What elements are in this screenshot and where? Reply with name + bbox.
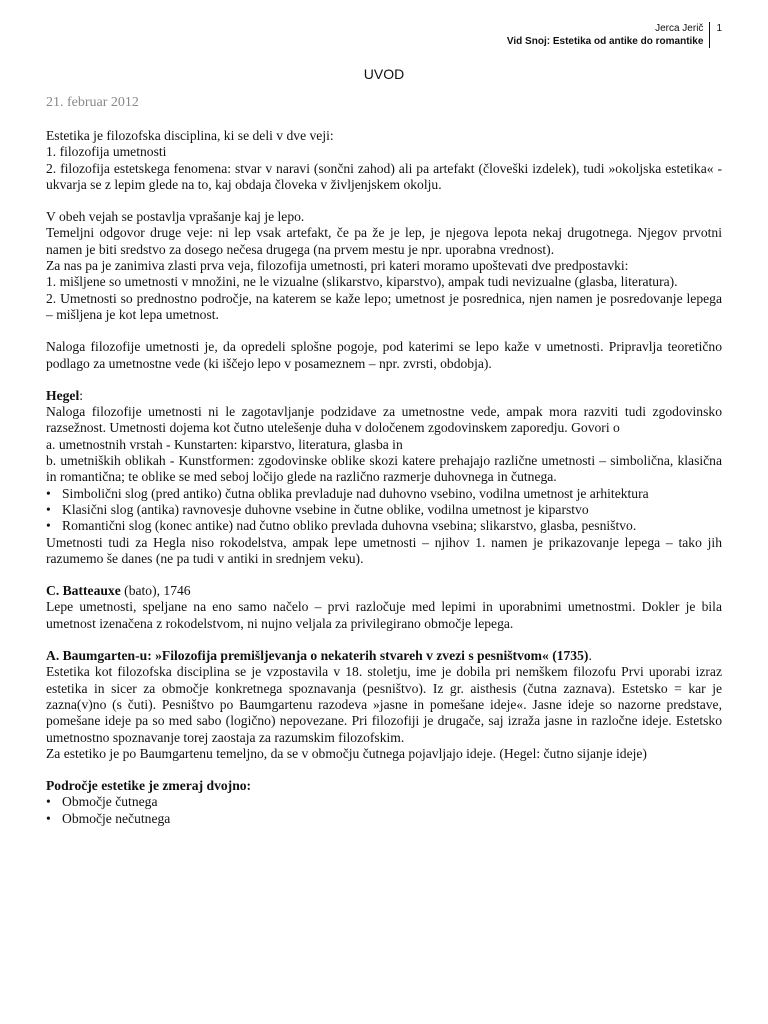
list-item: b. umetniških oblikah - Kunstformen: zgodovinske oblike skozi katere prehajajo različne umetnosti – simbolična, klasična in romantična; te oblike se med seboj ločijo glede na različno razmerje duhovnega in čutnega.: [46, 453, 722, 485]
paragraph: V obeh vejah se postavlja vprašanje kaj je lepo.: [46, 209, 305, 225]
paragraph: Temeljni odgovor druge veje: ni lep vsak artefakt, če pa že je lep, je njegova lepota nekaj drugotnega. Njegov prvotni namen je biti sredstvo za dosego nečesa drugega (na prvem mestu je npr. uporabna vrednost).: [46, 225, 722, 257]
baumgarten-title: A. Baumgarten-u: »Filozofija premišljevanja o nekaterih stvareh v zvezi s pesništvom« (1735): [46, 648, 589, 664]
document-body: [46, 128, 722, 827]
list-item: 1. mišljene so umetnosti v množini, ne le vizualne (slikarstvo, kiparstvo), ampak tudi nevizualne (glasba, literatura).: [46, 274, 678, 290]
field-heading: Področje estetike je zmeraj dvojno:: [46, 778, 252, 794]
header-book-title: Vid Snoj: Estetika od antike do romantike: [506, 36, 704, 47]
baumgarten-dot: .: [588, 648, 592, 664]
list-item: 2. Umetnosti so prednostno področje, na katerem se kaže lepo; umetnost je posrednica, njen namen je posredovanje lepega – mišljena je kot lepa umetnost.: [46, 290, 722, 322]
paragraph: Naloga filozofije umetnosti ni le zagotavljanje podzidave za umetnostne vede, ampak mora razviti tudi zgodovinsko razsežnost. Umetnosti dojema kot čutno utelešenje duha v določenem zgodovinskem zaporedju. Govori o: [46, 404, 722, 436]
bullet-item: • Območje čutnega: [46, 794, 722, 810]
hegel-name: Hegel: [46, 387, 80, 403]
list-item: a. umetnostnih vrstah - Kunstarten: kiparstvo, literatura, glasba in: [46, 436, 403, 452]
hegel-colon: :: [79, 387, 83, 403]
list-item: 2. filozofija estetskega fenomena: stvar v naravi (sončni zahod) ali pa artefakt (človeški izdelek), tudi »okoljska estetika« - ukvarja se z lepim glede na to, kaj obdaja človeka v življenjskem okolju.: [46, 160, 722, 192]
paragraph: Naloga filozofije umetnosti je, da opredeli splošne pogoje, pod katerimi se lepo kaže v umetnosti. Pripravlja teoretično podlago za umetnostne vede (ki iščejo lepo v posameznem – npr. zvrsti, obdobja).: [46, 339, 722, 371]
bullet-item: • Simbolični slog (pred antiko) čutna oblika prevladuje nad duhovno vsebino, vodilna umetnost je arhitektura: [46, 486, 722, 502]
paragraph: Za nas pa je zanimiva zlasti prva veja, filozofija umetnosti, pri kateri moramo upoštevati dve predpostavki:: [46, 258, 629, 274]
header-text: [507, 22, 710, 48]
date: 21. februar 2012: [46, 95, 139, 110]
paragraph: Lepe umetnosti, speljane na eno samo načelo – prvi razločuje med lepimi in uporabnimi umetnostmi. Dokler je bila umetnost izenačena z rokodelstvom, ni nujno veljala za privilegirano območje lepega.: [46, 599, 722, 631]
header-author: Jerca Jerič: [655, 23, 704, 34]
bullet-item: • Romantični slog (konec antike) nad čutno obliko prevlada duhovna vsebina; slikarstvo, glasba, pesništvo.: [46, 518, 722, 534]
batteux-date: (bato), 1746: [120, 583, 191, 599]
paragraph: Umetnosti tudi za Hegla niso rokodelstva, ampak lepe umetnosti – njihov 1. namen je prikazovanje lepega – tako jih razumemo še danes (ne pa tudi v antiki in srednjem veku).: [46, 534, 722, 566]
paragraph: Estetika kot filozofska disciplina se je vzpostavila v 18. stoletju, ime je dobila pri nemškem filozofu Prvi uporabi izraz estetika in sicer za območje konkretnega spoznavanja (pesništvo). Iz gr. aisthesis (čutna zaznava). Estetsko = kar je zazna(v)no (s čuti). Pesništvo po Baumgartenu razodeva »jasne in pomešane ideje«. Jasne ideje so nazorne predstave, pomešane ideje pa so med sabo (logično) nepovezane. Pri filozofiji je drugače, saj izraža jasne in razločne ideje. Estetsko umetnostno spoznavanje torej zaostaja za razumskim filozofskim.: [46, 664, 722, 745]
batteux-heading: [46, 583, 722, 599]
bullet-item: • Klasični slog (antika) ravnovesje duhovne vsebine in čutne oblike, vodilna umetnost je kiparstvo: [46, 502, 722, 518]
paragraph: Za estetiko je po Baumgartenu temeljno, da se v območju čutnega pojavljajo ideje. (Hegel: čutno sijanje ideje): [46, 745, 647, 761]
hegel-heading: [46, 388, 722, 404]
page-title: UVOD: [363, 66, 405, 82]
bullet-item: • Območje nečutnega: [46, 811, 722, 827]
list-item: 1. filozofija umetnosti: [46, 144, 167, 160]
intro-paragraph: Estetika je filozofska disciplina, ki se deli v dve veji:: [46, 128, 334, 143]
page-number: 1: [716, 23, 722, 34]
page-header: [507, 22, 722, 48]
batteux-name: C. Batteauxe: [46, 583, 121, 599]
baumgarten-heading: [46, 648, 722, 664]
